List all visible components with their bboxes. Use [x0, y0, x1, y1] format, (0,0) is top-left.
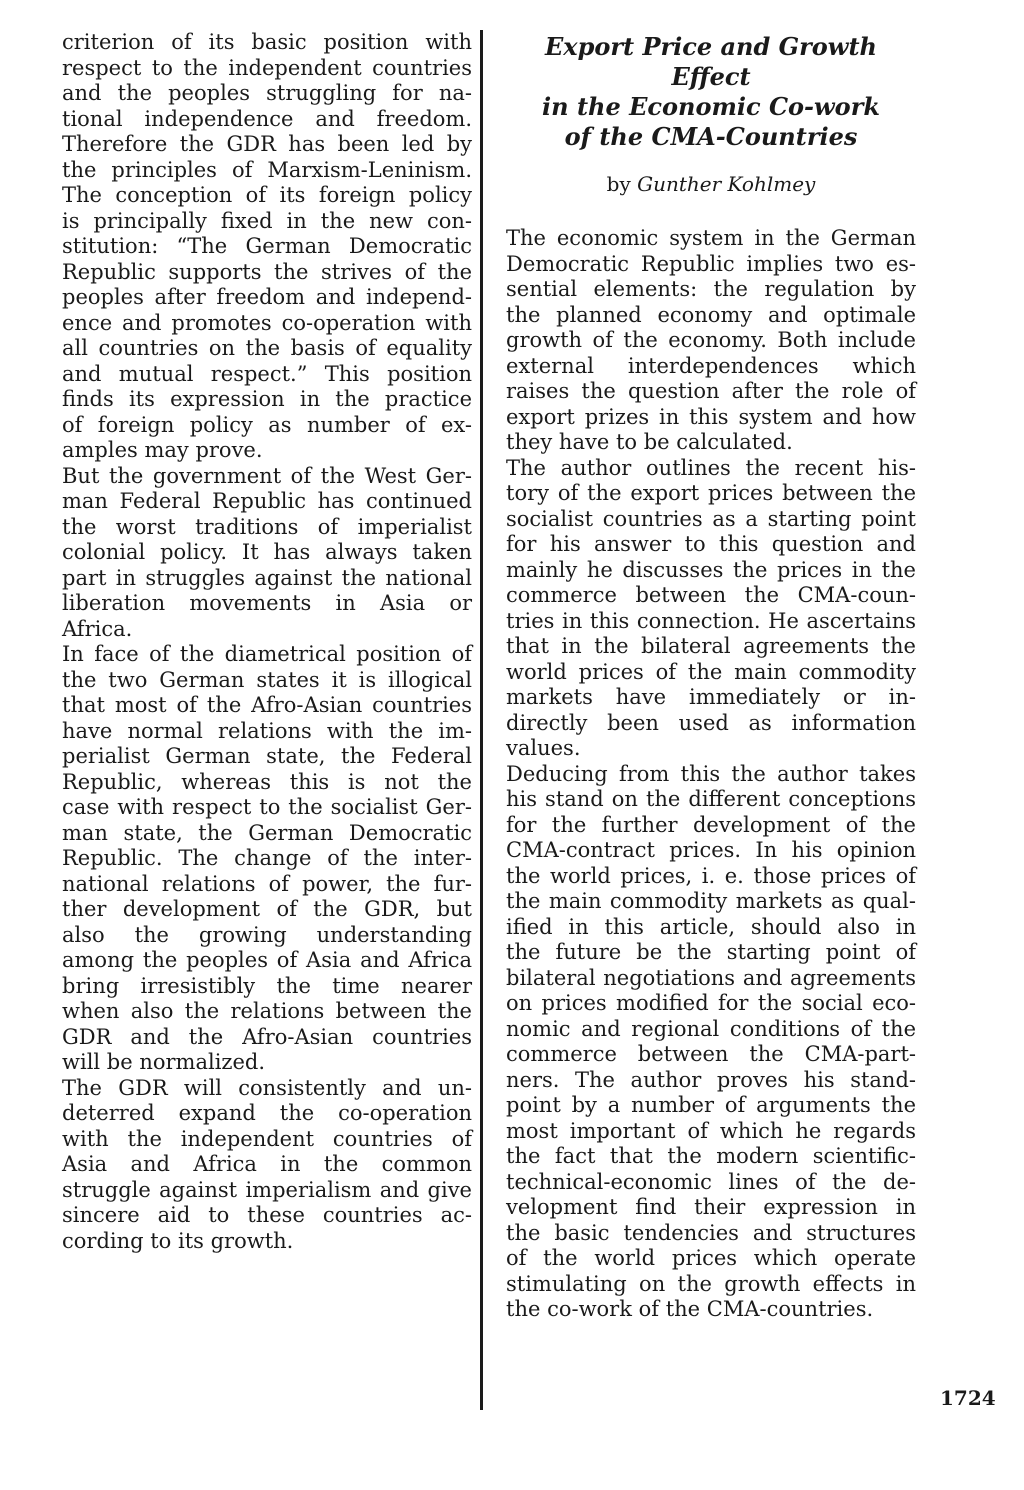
- paragraph: [62, 464, 472, 643]
- paragraph: [62, 642, 472, 1076]
- text-line: criterion of its basic position with: [62, 30, 472, 54]
- text-line: case with respect to the socialist Ger-: [62, 795, 472, 819]
- text-line: with the independent countries of: [62, 1126, 472, 1151]
- article-title: [506, 32, 916, 152]
- text-line: the basic tendencies and structures: [506, 1220, 916, 1245]
- text-line: and mutual respect.” This position: [62, 361, 472, 386]
- author-name: Gunther Kohlmey: [637, 172, 816, 196]
- text-line: liberation movements in Asia or: [62, 591, 472, 615]
- text-line: peoples after freedom and independ-: [62, 285, 472, 309]
- text-line: velopment find their expression in: [506, 1195, 916, 1219]
- text-line: nomic and regional conditions of the: [506, 1016, 916, 1041]
- text-line: markets have immediately or in-: [506, 685, 916, 709]
- text-line: the future be the starting point of: [506, 940, 916, 964]
- text-line: The GDR will consistently and un-: [62, 1075, 472, 1100]
- article-title-line: of the CMA-Countries: [564, 122, 858, 151]
- text-line: struggle against imperialism and give: [62, 1177, 472, 1202]
- text-line: for his answer to this question and: [506, 532, 916, 556]
- text-line: also the growing understanding: [62, 922, 472, 947]
- text-line: amples may prove.: [62, 438, 263, 462]
- text-line: values.: [506, 736, 581, 760]
- text-line: The author outlines the recent his-: [506, 455, 916, 480]
- text-line: world prices of the main commodity: [506, 659, 916, 684]
- text-line: GDR and the Afro-Asian countries: [62, 1024, 472, 1049]
- text-line: CMA-contract prices. In his opinion: [506, 838, 916, 862]
- text-line: ified in this article, should also in: [506, 914, 916, 939]
- text-line: when also the relations between the: [62, 999, 472, 1023]
- text-line: and the peoples struggling for na-: [62, 81, 472, 105]
- column-divider: [480, 30, 483, 1410]
- article-title-line: Export Price and Growth Effect: [544, 32, 877, 91]
- text-line: the co-work of the CMA-countries.: [506, 1297, 874, 1321]
- text-line: have normal relations with the im-: [62, 718, 472, 743]
- text-line: technical-economic lines of the de-: [506, 1169, 916, 1194]
- text-line: they have to be calculated.: [506, 430, 793, 454]
- byline: [506, 172, 916, 196]
- paragraph: [506, 456, 916, 762]
- text-line: external interdependences which: [506, 353, 916, 378]
- text-line: The economic system in the German: [506, 226, 916, 250]
- text-line: that in the bilateral agreements the: [506, 634, 916, 658]
- text-line: national relations of power, the fur-: [62, 871, 472, 896]
- text-line: Republic, whereas this is not the: [62, 769, 472, 794]
- text-line: Africa.: [62, 616, 133, 641]
- paragraph: [62, 30, 472, 464]
- right-column: [506, 30, 916, 1323]
- text-line: Deducing from this the author takes: [506, 761, 916, 786]
- text-line: raises the question after the role of: [506, 379, 916, 403]
- text-line: among the peoples of Asia and Africa: [62, 948, 472, 972]
- text-line: commerce between the CMA-coun-: [506, 583, 916, 607]
- text-line: tries in this connection. He ascertains: [506, 608, 916, 633]
- text-line: the fact that the modern scientific-: [506, 1144, 916, 1168]
- right-column-text: [506, 226, 916, 1323]
- text-line: bilateral negotiations and agreements: [506, 965, 916, 990]
- text-line: man Federal Republic has continued: [62, 489, 472, 513]
- article-title-line: in the Economic Co-work: [542, 92, 880, 121]
- text-line: part in struggles against the national: [62, 565, 472, 590]
- text-line: deterred expand the co-operation: [62, 1101, 472, 1125]
- text-line: colonial policy. It has always taken: [62, 540, 472, 564]
- text-line: growth of the economy. Both include: [506, 328, 916, 352]
- paragraph: [506, 226, 916, 456]
- text-line: socialist countries as a starting point: [506, 506, 916, 531]
- byline-prefix: by: [606, 172, 631, 196]
- text-line: directly been used as information: [506, 710, 916, 735]
- text-line: the planned economy and optimale: [506, 302, 916, 327]
- text-line: commerce between the CMA-part-: [506, 1042, 916, 1066]
- text-line: that most of the Afro-Asian countries: [62, 693, 472, 717]
- text-line: the principles of Marxism-Leninism.: [62, 157, 472, 182]
- text-line: the main commodity markets as qual-: [506, 889, 916, 913]
- text-line: all countries on the basis of equality: [62, 336, 472, 360]
- text-line: of the world prices which operate: [506, 1246, 916, 1270]
- text-line: is principally fixed in the new con-: [62, 208, 472, 233]
- text-line: Republic supports the strives of the: [62, 259, 472, 284]
- text-line: his stand on the different conceptions: [506, 787, 916, 811]
- text-line: ther development of the GDR, but: [62, 897, 472, 921]
- text-line: will be normalized.: [62, 1050, 266, 1074]
- page-number: 1724: [940, 1386, 996, 1410]
- text-line: perialist German state, the Federal: [62, 744, 472, 768]
- text-line: ence and promotes co-operation with: [62, 310, 472, 335]
- text-line: In face of the diametrical position of: [62, 642, 472, 666]
- text-line: the two German states it is illogical: [62, 667, 472, 692]
- text-line: Therefore the GDR has been led by: [62, 132, 472, 156]
- text-line: finds its expression in the practice: [62, 387, 472, 411]
- text-line: respect to the independent countries: [62, 55, 472, 80]
- text-line: bring irresistibly the time nearer: [62, 973, 472, 998]
- text-line: point by a number of arguments the: [506, 1093, 916, 1117]
- text-line: cording to its growth.: [62, 1228, 294, 1253]
- text-line: export prizes in this system and how: [506, 404, 916, 429]
- text-line: for the further development of the: [506, 812, 916, 837]
- paragraph: [62, 1076, 472, 1255]
- text-line: stitution: “The German Democratic: [62, 234, 472, 258]
- text-line: of foreign policy as number of ex-: [62, 412, 472, 437]
- text-line: man state, the German Democratic: [62, 820, 472, 845]
- left-column: [62, 30, 472, 1254]
- text-line: on prices modified for the social eco-: [506, 991, 916, 1015]
- text-line: stimulating on the growth effects in: [506, 1271, 916, 1296]
- text-line: The conception of its foreign policy: [62, 183, 472, 207]
- text-line: tional independence and freedom.: [62, 106, 472, 131]
- text-line: the worst traditions of imperialist: [62, 514, 472, 539]
- text-line: ners. The author proves his stand-: [506, 1067, 916, 1092]
- text-line: tory of the export prices between the: [506, 481, 916, 505]
- text-line: the world prices, i. e. those prices of: [506, 863, 916, 888]
- text-line: mainly he discusses the prices in the: [506, 557, 916, 582]
- text-line: most important of which he regards: [506, 1118, 916, 1143]
- text-line: sential elements: the regulation by: [506, 277, 916, 301]
- text-line: But the government of the West Ger-: [62, 463, 472, 488]
- left-column-text: [62, 30, 472, 1254]
- text-line: Democratic Republic implies two es-: [506, 251, 916, 276]
- text-line: Asia and Africa in the common: [62, 1152, 472, 1176]
- paragraph: [506, 762, 916, 1323]
- text-line: Republic. The change of the inter-: [62, 846, 472, 870]
- text-line: sincere aid to these countries ac-: [62, 1203, 472, 1227]
